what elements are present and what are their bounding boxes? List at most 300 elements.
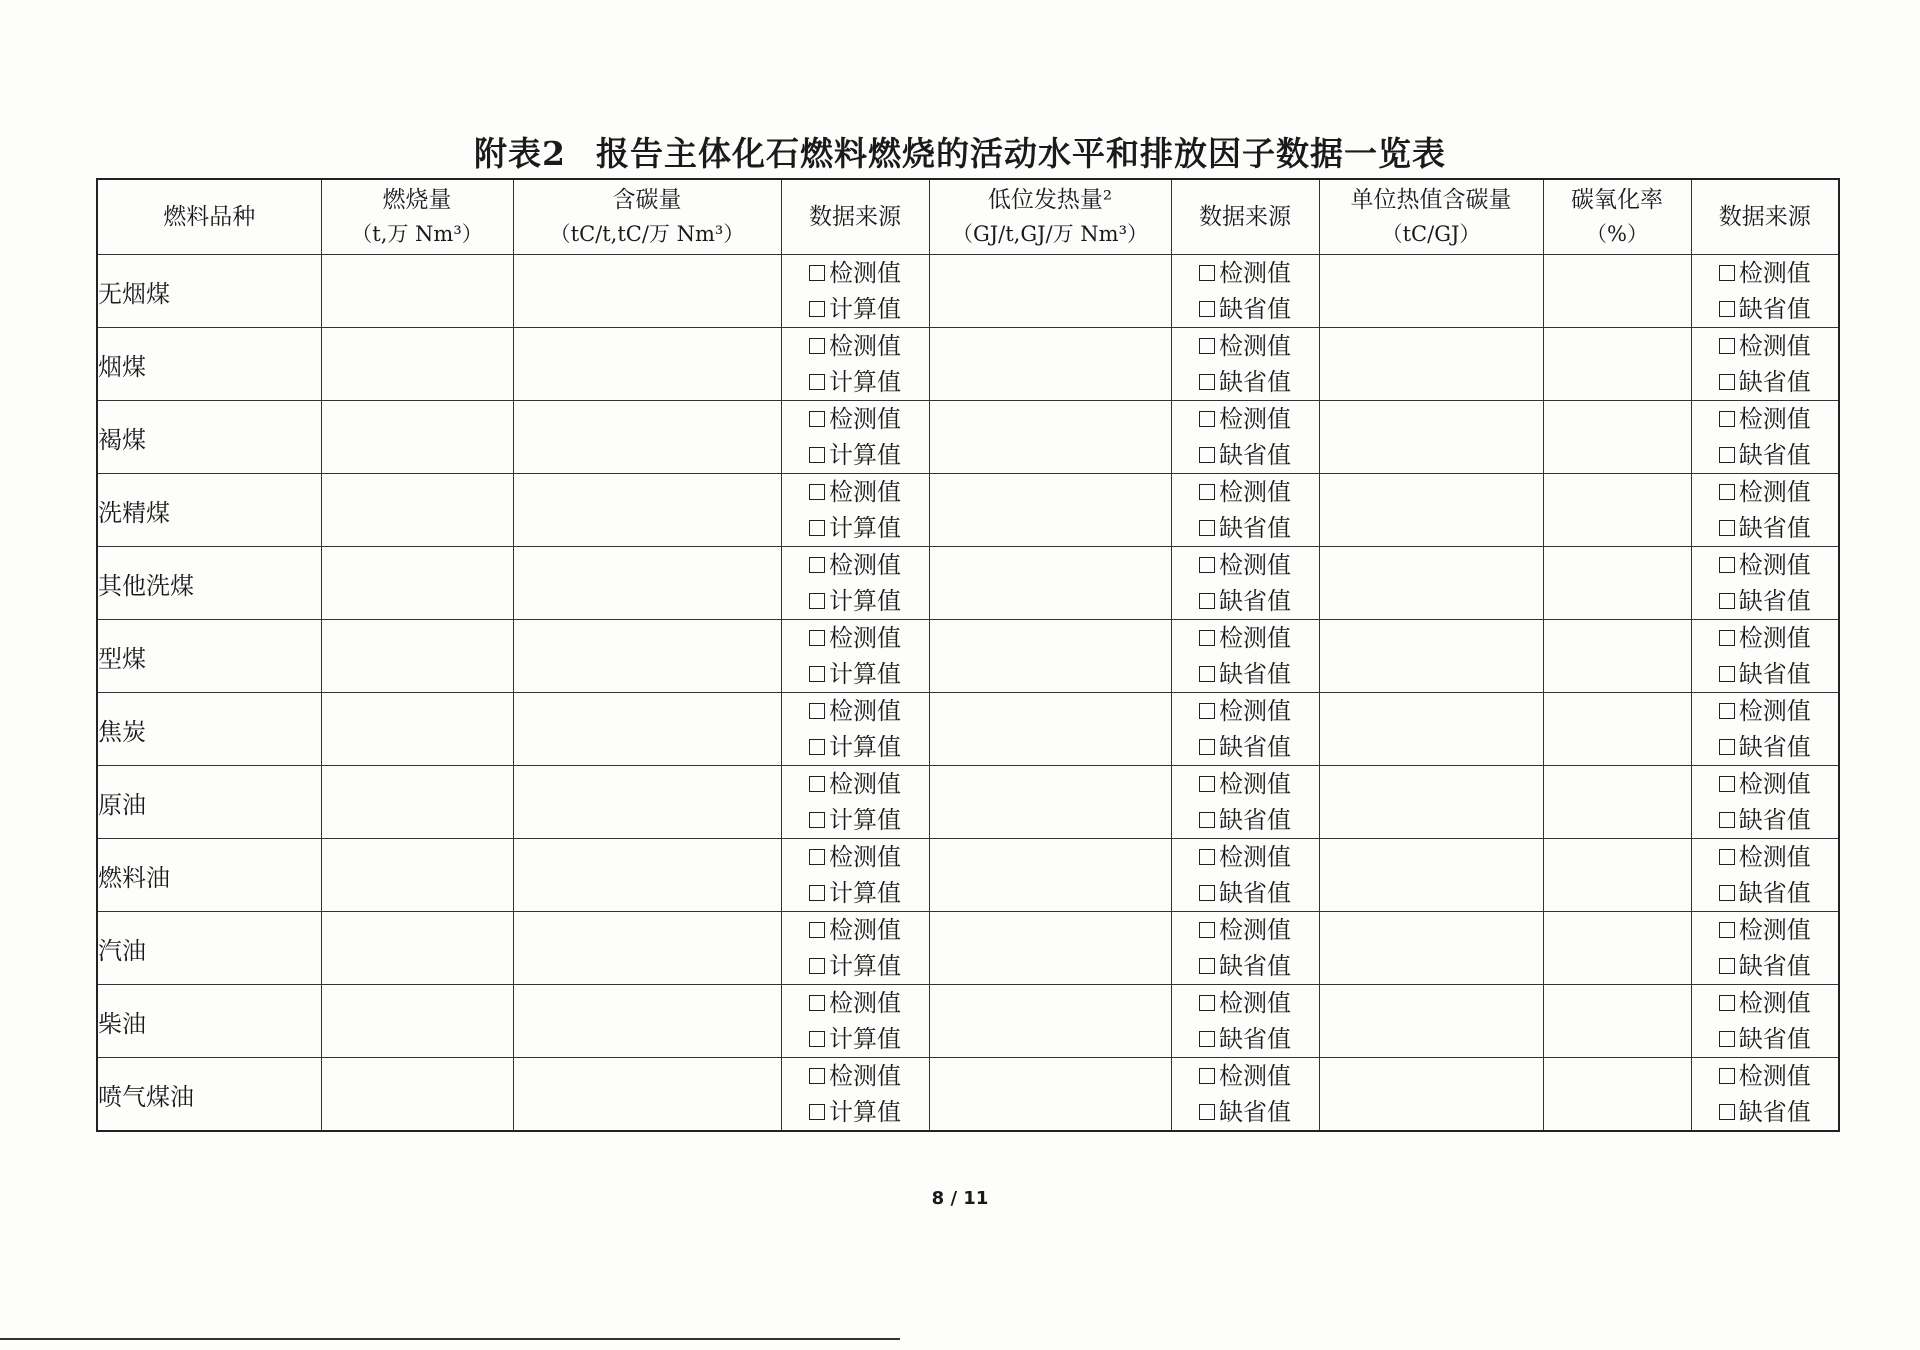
source-option[interactable]: [1719, 549, 1811, 581]
low-heating-value-cell[interactable]: [929, 401, 1171, 474]
checkbox-icon[interactable]: [1199, 447, 1215, 463]
page-title: [0, 128, 1920, 175]
low-heating-value-cell[interactable]: [929, 1058, 1171, 1132]
source-option[interactable]: [1719, 293, 1811, 325]
table-row: [97, 839, 1839, 912]
checkbox-icon[interactable]: [809, 666, 825, 682]
source-option[interactable]: [1199, 257, 1291, 289]
source-1-cell: [781, 839, 929, 912]
option-label: 缺省值: [1738, 806, 1811, 834]
oxidation-rate-cell[interactable]: [1543, 1058, 1691, 1132]
source-option[interactable]: [1719, 695, 1811, 727]
oxidation-rate-cell[interactable]: [1543, 766, 1691, 839]
checkbox-icon[interactable]: [809, 776, 825, 792]
option-label: 检测值: [1738, 843, 1811, 871]
source-option[interactable]: [1199, 695, 1291, 727]
checkbox-icon[interactable]: [1719, 447, 1735, 463]
source-options: [1692, 403, 1839, 471]
carbon-per-heat-cell[interactable]: [1319, 401, 1543, 474]
source-option[interactable]: [1199, 403, 1291, 435]
checkbox-icon[interactable]: [1199, 484, 1215, 500]
checkbox-icon[interactable]: [1719, 265, 1735, 281]
checkbox-icon[interactable]: [1719, 666, 1735, 682]
combustion-amount-cell[interactable]: [321, 766, 513, 839]
source-option[interactable]: [1719, 914, 1811, 946]
carbon-per-heat-cell[interactable]: [1319, 255, 1543, 328]
checkbox-icon[interactable]: [809, 812, 825, 828]
source-option[interactable]: [809, 1096, 901, 1128]
source-option[interactable]: [809, 1060, 901, 1092]
carbon-content-cell[interactable]: [513, 328, 781, 401]
source-options: [1172, 841, 1319, 909]
checkbox-icon[interactable]: [1719, 630, 1735, 646]
checkbox-icon[interactable]: [809, 1068, 825, 1084]
scan-edge-line: [0, 1338, 900, 1340]
source-option[interactable]: [1199, 658, 1291, 690]
option-label: 计算值: [829, 879, 901, 907]
checkbox-icon[interactable]: [809, 995, 825, 1011]
table-row: [97, 693, 1839, 766]
source-option[interactable]: [809, 622, 901, 654]
option-label: 计算值: [829, 295, 901, 323]
source-3-cell: [1691, 328, 1839, 401]
option-label: 缺省值: [1219, 952, 1291, 980]
checkbox-icon[interactable]: [809, 958, 825, 974]
checkbox-icon[interactable]: [809, 557, 825, 573]
source-option[interactable]: [1719, 257, 1811, 289]
source-option[interactable]: [1719, 585, 1811, 617]
oxidation-rate-cell[interactable]: [1543, 693, 1691, 766]
option-label: 检测值: [829, 332, 901, 360]
oxidation-rate-cell[interactable]: [1543, 547, 1691, 620]
source-option[interactable]: [1719, 841, 1811, 873]
source-3-cell: [1691, 620, 1839, 693]
checkbox-icon[interactable]: [1719, 411, 1735, 427]
carbon-content-cell[interactable]: [513, 912, 781, 985]
table-row: [97, 1058, 1839, 1132]
carbon-per-heat-cell[interactable]: [1319, 1058, 1543, 1132]
combustion-amount-cell[interactable]: [321, 401, 513, 474]
checkbox-icon[interactable]: [1199, 739, 1215, 755]
source-option[interactable]: [1199, 585, 1291, 617]
source-option[interactable]: [1199, 439, 1291, 471]
source-option[interactable]: [809, 1023, 901, 1055]
source-option[interactable]: [1719, 512, 1811, 544]
source-option[interactable]: [1719, 330, 1811, 362]
option-label: 计算值: [829, 514, 901, 542]
checkbox-icon[interactable]: [1199, 557, 1215, 573]
option-label: 缺省值: [1219, 806, 1291, 834]
checkbox-icon[interactable]: [1719, 520, 1735, 536]
oxidation-rate-cell[interactable]: [1543, 912, 1691, 985]
source-2-cell: [1171, 839, 1319, 912]
checkbox-icon[interactable]: [1719, 338, 1735, 354]
carbon-per-heat-cell[interactable]: [1319, 620, 1543, 693]
source-option[interactable]: [809, 914, 901, 946]
option-label: 缺省值: [1738, 295, 1811, 323]
source-options: [1172, 1060, 1319, 1128]
checkbox-icon[interactable]: [1199, 411, 1215, 427]
checkbox-icon[interactable]: [809, 1104, 825, 1120]
source-option[interactable]: [809, 768, 901, 800]
low-heating-value-cell[interactable]: [929, 255, 1171, 328]
checkbox-icon[interactable]: [1199, 374, 1215, 390]
option-label: 检测值: [1219, 332, 1291, 360]
header-data-source-1: 数据来源: [781, 179, 929, 255]
header-data-source-2: 数据来源: [1171, 179, 1319, 255]
carbon-content-cell[interactable]: [513, 401, 781, 474]
source-options: [1172, 914, 1319, 982]
source-option[interactable]: [1719, 366, 1811, 398]
carbon-per-heat-cell[interactable]: [1319, 693, 1543, 766]
source-option[interactable]: [1199, 476, 1291, 508]
source-2-cell: [1171, 328, 1319, 401]
source-1-cell: [781, 912, 929, 985]
source-option[interactable]: [1199, 804, 1291, 836]
oxidation-rate-cell[interactable]: [1543, 985, 1691, 1058]
checkbox-icon[interactable]: [1719, 849, 1735, 865]
table-row: [97, 912, 1839, 985]
combustion-amount-cell[interactable]: [321, 474, 513, 547]
source-option[interactable]: [1719, 768, 1811, 800]
source-options: [1692, 549, 1839, 617]
checkbox-icon[interactable]: [1719, 995, 1735, 1011]
option-label: 缺省值: [1219, 879, 1291, 907]
source-option[interactable]: [1719, 950, 1811, 982]
source-option[interactable]: [1719, 476, 1811, 508]
source-option[interactable]: [1719, 1096, 1811, 1128]
option-label: 检测值: [1219, 916, 1291, 944]
source-options: [1692, 987, 1839, 1055]
option-label: 检测值: [1219, 843, 1291, 871]
carbon-content-cell[interactable]: [513, 474, 781, 547]
checkbox-icon[interactable]: [1199, 593, 1215, 609]
checkbox-icon[interactable]: [1719, 958, 1735, 974]
checkbox-icon[interactable]: [809, 338, 825, 354]
checkbox-icon[interactable]: [1199, 885, 1215, 901]
source-option[interactable]: [1199, 330, 1291, 362]
checkbox-icon[interactable]: [1719, 739, 1735, 755]
oxidation-rate-cell[interactable]: [1543, 839, 1691, 912]
source-option[interactable]: [809, 658, 901, 690]
combustion-amount-cell[interactable]: [321, 328, 513, 401]
combustion-amount-cell[interactable]: [321, 693, 513, 766]
option-label: 计算值: [829, 441, 901, 469]
source-option[interactable]: [809, 439, 901, 471]
checkbox-icon[interactable]: [809, 630, 825, 646]
checkbox-icon[interactable]: [1199, 995, 1215, 1011]
carbon-content-cell[interactable]: [513, 255, 781, 328]
header-low-heating-value: 低位发热量² （GJ/t,GJ/万 Nm³）: [929, 179, 1171, 255]
source-option[interactable]: [1719, 622, 1811, 654]
checkbox-icon[interactable]: [809, 885, 825, 901]
oxidation-rate-cell[interactable]: [1543, 328, 1691, 401]
checkbox-icon[interactable]: [1199, 922, 1215, 938]
source-option[interactable]: [809, 987, 901, 1019]
checkbox-icon[interactable]: [1719, 812, 1735, 828]
checkbox-icon[interactable]: [1719, 885, 1735, 901]
table-row: [97, 620, 1839, 693]
source-option[interactable]: [1199, 731, 1291, 763]
carbon-per-heat-cell[interactable]: [1319, 474, 1543, 547]
option-label: 检测值: [829, 624, 901, 652]
source-options: [782, 622, 929, 690]
source-options: [1172, 330, 1319, 398]
oxidation-rate-cell[interactable]: [1543, 255, 1691, 328]
source-option[interactable]: [1199, 512, 1291, 544]
checkbox-icon[interactable]: [1199, 1031, 1215, 1047]
checkbox-icon[interactable]: [1719, 557, 1735, 573]
source-option[interactable]: [1719, 439, 1811, 471]
checkbox-icon[interactable]: [1719, 1068, 1735, 1084]
source-option[interactable]: [1199, 1060, 1291, 1092]
table-row: [97, 766, 1839, 839]
checkbox-icon[interactable]: [809, 1031, 825, 1047]
source-option[interactable]: [1199, 841, 1291, 873]
option-label: 计算值: [829, 806, 901, 834]
fuel-name-cell: 无烟煤: [97, 255, 321, 328]
checkbox-icon[interactable]: [809, 447, 825, 463]
source-option[interactable]: [809, 695, 901, 727]
checkbox-icon[interactable]: [1719, 1104, 1735, 1120]
oxidation-rate-cell[interactable]: [1543, 401, 1691, 474]
header-fuel-type: 燃料品种: [97, 179, 321, 255]
source-option[interactable]: [1199, 914, 1291, 946]
source-2-cell: [1171, 985, 1319, 1058]
combustion-amount-cell[interactable]: [321, 1058, 513, 1132]
carbon-content-cell[interactable]: [513, 620, 781, 693]
low-heating-value-cell[interactable]: [929, 766, 1171, 839]
option-label: 检测值: [829, 1062, 901, 1090]
carbon-per-heat-cell[interactable]: [1319, 766, 1543, 839]
source-2-cell: [1171, 620, 1319, 693]
source-option[interactable]: [1719, 877, 1811, 909]
checkbox-icon[interactable]: [1199, 338, 1215, 354]
source-option[interactable]: [1719, 403, 1811, 435]
source-option[interactable]: [809, 403, 901, 435]
source-option[interactable]: [1719, 658, 1811, 690]
source-options: [1692, 257, 1839, 325]
checkbox-icon[interactable]: [1199, 958, 1215, 974]
source-options: [782, 695, 929, 763]
source-options: [782, 841, 929, 909]
option-label: 检测值: [1738, 478, 1811, 506]
carbon-content-cell[interactable]: [513, 1058, 781, 1132]
source-options: [1172, 987, 1319, 1055]
checkbox-icon[interactable]: [809, 265, 825, 281]
option-label: 检测值: [829, 697, 901, 725]
source-2-cell: [1171, 766, 1319, 839]
carbon-content-cell[interactable]: [513, 766, 781, 839]
source-option[interactable]: [809, 476, 901, 508]
header-data-source-3: 数据来源: [1691, 179, 1839, 255]
source-option[interactable]: [809, 950, 901, 982]
source-option[interactable]: [809, 330, 901, 362]
checkbox-icon[interactable]: [1199, 812, 1215, 828]
source-2-cell: [1171, 912, 1319, 985]
option-label: 计算值: [829, 1098, 901, 1126]
low-heating-value-cell[interactable]: [929, 912, 1171, 985]
source-options: [1692, 622, 1839, 690]
checkbox-icon[interactable]: [809, 301, 825, 317]
checkbox-icon[interactable]: [1719, 301, 1735, 317]
source-option[interactable]: [809, 549, 901, 581]
checkbox-icon[interactable]: [1199, 265, 1215, 281]
source-option[interactable]: [1199, 1023, 1291, 1055]
checkbox-icon[interactable]: [809, 703, 825, 719]
checkbox-icon[interactable]: [1199, 520, 1215, 536]
combustion-amount-cell[interactable]: [321, 839, 513, 912]
source-option[interactable]: [1199, 293, 1291, 325]
fuel-name-cell: 洗精煤: [97, 474, 321, 547]
checkbox-icon[interactable]: [809, 593, 825, 609]
source-options: [1172, 695, 1319, 763]
low-heating-value-cell[interactable]: [929, 474, 1171, 547]
oxidation-rate-cell[interactable]: [1543, 620, 1691, 693]
checkbox-icon[interactable]: [809, 739, 825, 755]
source-option[interactable]: [1719, 731, 1811, 763]
checkbox-icon[interactable]: [1719, 776, 1735, 792]
low-heating-value-cell[interactable]: [929, 985, 1171, 1058]
carbon-per-heat-cell[interactable]: [1319, 547, 1543, 620]
carbon-per-heat-cell[interactable]: [1319, 985, 1543, 1058]
fuel-name-cell: 原油: [97, 766, 321, 839]
checkbox-icon[interactable]: [1199, 776, 1215, 792]
source-option[interactable]: [809, 512, 901, 544]
source-option[interactable]: [1199, 768, 1291, 800]
option-label: 检测值: [1219, 989, 1291, 1017]
source-options: [782, 403, 929, 471]
carbon-content-cell[interactable]: [513, 985, 781, 1058]
source-1-cell: [781, 693, 929, 766]
checkbox-icon[interactable]: [1719, 703, 1735, 719]
source-option[interactable]: [809, 293, 901, 325]
checkbox-icon[interactable]: [1199, 301, 1215, 317]
carbon-per-heat-cell[interactable]: [1319, 839, 1543, 912]
source-option[interactable]: [1719, 1023, 1811, 1055]
combustion-amount-cell[interactable]: [321, 620, 513, 693]
title-prefix: 附表2: [474, 134, 566, 173]
option-label: 计算值: [829, 733, 901, 761]
checkbox-icon[interactable]: [809, 849, 825, 865]
source-options: [1692, 768, 1839, 836]
carbon-content-cell[interactable]: [513, 839, 781, 912]
checkbox-icon[interactable]: [1719, 922, 1735, 938]
checkbox-icon[interactable]: [1719, 374, 1735, 390]
source-option[interactable]: [1199, 987, 1291, 1019]
source-option[interactable]: [1199, 622, 1291, 654]
checkbox-icon[interactable]: [1719, 484, 1735, 500]
option-label: 缺省值: [1738, 368, 1811, 396]
low-heating-value-cell[interactable]: [929, 693, 1171, 766]
source-option[interactable]: [1199, 877, 1291, 909]
low-heating-value-cell[interactable]: [929, 839, 1171, 912]
combustion-amount-cell[interactable]: [321, 912, 513, 985]
carbon-content-cell[interactable]: [513, 693, 781, 766]
source-options: [782, 476, 929, 544]
source-option[interactable]: [1199, 1096, 1291, 1128]
source-option[interactable]: [809, 841, 901, 873]
carbon-content-cell[interactable]: [513, 547, 781, 620]
option-label: 缺省值: [1219, 1098, 1291, 1126]
table-row: [97, 401, 1839, 474]
source-option[interactable]: [809, 366, 901, 398]
source-option[interactable]: [1199, 549, 1291, 581]
source-options: [1692, 330, 1839, 398]
checkbox-icon[interactable]: [1719, 593, 1735, 609]
checkbox-icon[interactable]: [1199, 1104, 1215, 1120]
checkbox-icon[interactable]: [809, 411, 825, 427]
source-1-cell: [781, 620, 929, 693]
source-option[interactable]: [1719, 987, 1811, 1019]
source-1-cell: [781, 547, 929, 620]
checkbox-icon[interactable]: [809, 374, 825, 390]
combustion-amount-cell[interactable]: [321, 255, 513, 328]
option-label: 检测值: [829, 989, 901, 1017]
low-heating-value-cell[interactable]: [929, 620, 1171, 693]
checkbox-icon[interactable]: [809, 520, 825, 536]
option-label: 计算值: [829, 952, 901, 980]
checkbox-icon[interactable]: [1199, 630, 1215, 646]
source-3-cell: [1691, 547, 1839, 620]
checkbox-icon[interactable]: [1719, 1031, 1735, 1047]
source-option[interactable]: [809, 877, 901, 909]
source-option[interactable]: [809, 731, 901, 763]
source-1-cell: [781, 328, 929, 401]
source-1-cell: [781, 1058, 929, 1132]
header-carbon-content: 含碳量 （tC/t,tC/万 Nm³）: [513, 179, 781, 255]
source-option[interactable]: [1719, 1060, 1811, 1092]
source-3-cell: [1691, 766, 1839, 839]
source-option[interactable]: [809, 585, 901, 617]
source-option[interactable]: [809, 804, 901, 836]
checkbox-icon[interactable]: [1199, 849, 1215, 865]
source-option[interactable]: [809, 257, 901, 289]
option-label: 检测值: [829, 405, 901, 433]
source-option[interactable]: [1199, 366, 1291, 398]
checkbox-icon[interactable]: [1199, 703, 1215, 719]
source-3-cell: [1691, 693, 1839, 766]
oxidation-rate-cell[interactable]: [1543, 474, 1691, 547]
checkbox-icon[interactable]: [1199, 1068, 1215, 1084]
combustion-amount-cell[interactable]: [321, 985, 513, 1058]
carbon-per-heat-cell[interactable]: [1319, 912, 1543, 985]
table-row: [97, 255, 1839, 328]
option-label: 检测值: [829, 770, 901, 798]
low-heating-value-cell[interactable]: [929, 328, 1171, 401]
source-options: [782, 257, 929, 325]
carbon-per-heat-cell[interactable]: [1319, 328, 1543, 401]
option-label: 缺省值: [1219, 733, 1291, 761]
checkbox-icon[interactable]: [809, 484, 825, 500]
checkbox-icon[interactable]: [1199, 666, 1215, 682]
option-label: 缺省值: [1219, 587, 1291, 615]
checkbox-icon[interactable]: [809, 922, 825, 938]
option-label: 缺省值: [1219, 1025, 1291, 1053]
option-label: 计算值: [829, 587, 901, 615]
source-options: [782, 768, 929, 836]
option-label: 检测值: [1738, 770, 1811, 798]
option-label: 计算值: [829, 1025, 901, 1053]
source-options: [782, 914, 929, 982]
source-2-cell: [1171, 547, 1319, 620]
source-3-cell: [1691, 474, 1839, 547]
source-option[interactable]: [1199, 950, 1291, 982]
combustion-amount-cell[interactable]: [321, 547, 513, 620]
low-heating-value-cell[interactable]: [929, 547, 1171, 620]
source-option[interactable]: [1719, 804, 1811, 836]
table-body: [97, 255, 1839, 1132]
